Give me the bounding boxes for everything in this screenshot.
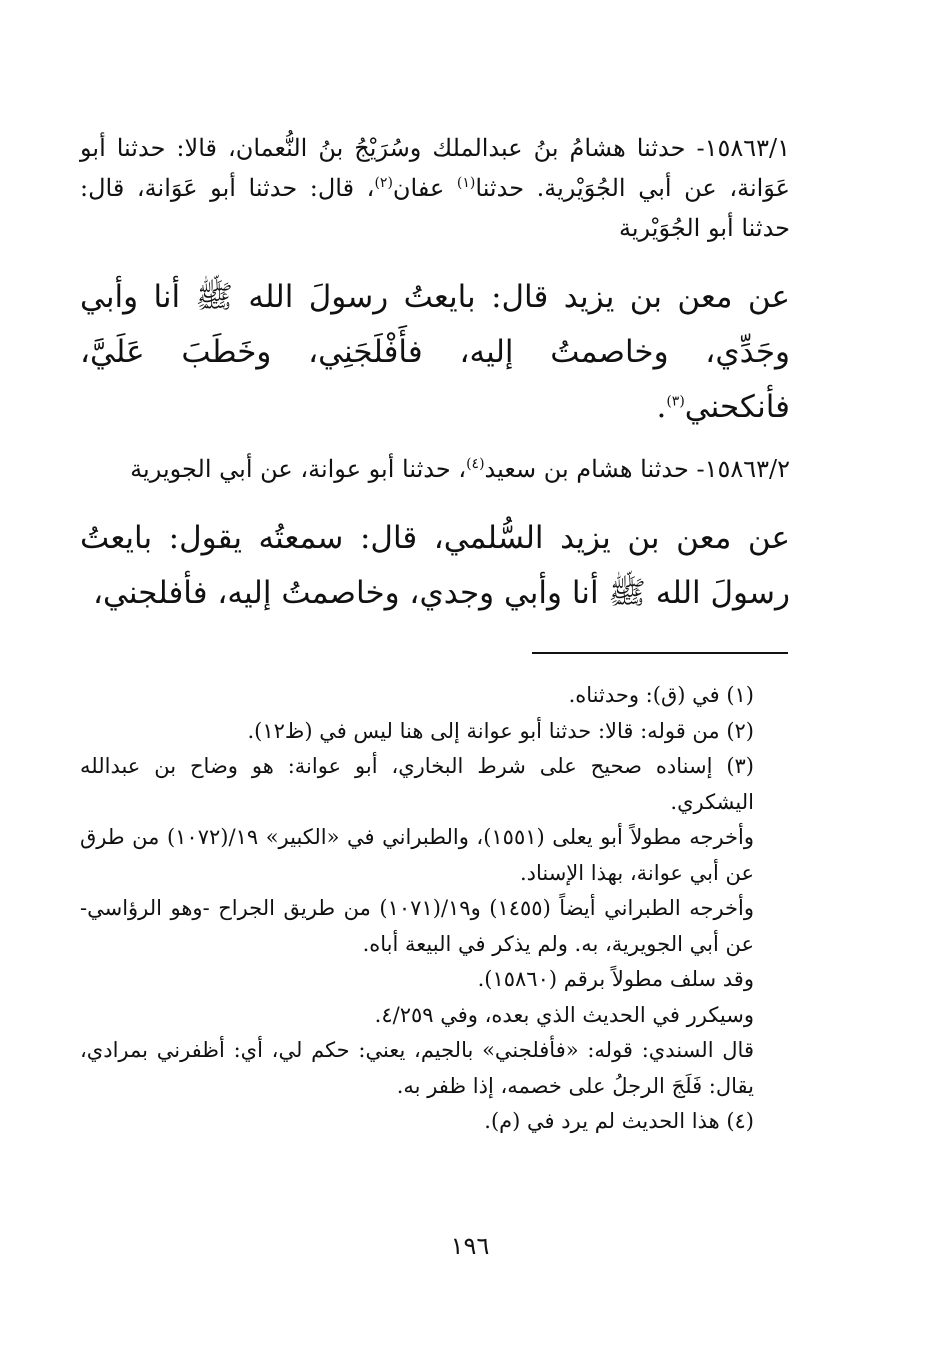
footnote-ref-4: (٤) (466, 456, 485, 472)
footnote-3-cont-c: وقد سلف مطولاً برقم (١٥٨٦٠). (477, 967, 754, 991)
footnote-3: (٣) إسناده صحيح على شرط البخاري، أبو عوانة: هو وضاح بن عبدالله اليشكري. (80, 754, 754, 814)
page-number: ١٩٦ (450, 1232, 490, 1260)
hadith-2-chain: ١٥٨٦٣/٢- حدثنا هشام بن سعيد$^{(٤)}$، حدثنا أبو عوانة، عن أبي الجويرية (130, 455, 790, 483)
footnote-separator (532, 652, 788, 654)
footnote-ref-1: (١) (456, 175, 476, 191)
hadith-2-matn: عن معن بن يزيد السُّلمي، قال: سمعتُه يقول: بايعتُ رسولَ الله ﷺ أنا وأبي وجدي، وخاصمتُ إليه، فأفلجني، (80, 520, 790, 611)
footnote-3-cont-a: وأخرجه مطولاً أبو يعلى (١٥٥١)، والطبراني في «الكبير» ١٩/(١٠٧٢) من طرق عن أبي عوانة، بهذا الإسناد. (80, 825, 755, 885)
hadith-1-matn: عن معن بن يزيد قال: بايعتُ رسولَ الله ﷺ أنا وأبي وجَدِّي، وخاصمتُ إليه، فأَفْلَجَنِي، وخَطَبَ عَلَيَّ، فأنكحني$^{(٣)}$. (80, 279, 790, 425)
footnote-2: (٢) من قوله: قالا: حدثنا أبو عوانة إلى هنا ليس في (ظ١٢). (247, 718, 754, 743)
footnote-3-cont-e: قال السندي: قوله: «فأفلجني» بالجيم، يعني: حكم لي، أي: أظفرني بمرادي، يقال: فَلَجَ الرجلُ على خصمه، إذا ظفر به. (80, 1038, 754, 1098)
hadith-1-chain: ١٥٨٦٣/١- حدثنا هشامُ بنُ عبدالملك وسُرَيْجُ بنُ النُّعمان، قالا: حدثنا أبو عَوَانة، عن أبي الجُوَيْرية. حدثنا$^{(١)}$ عفان$^{(٢)}$، قال: حدثنا أبو عَوَانة، قال: حدثنا أبو الجُوَيْرية (80, 134, 791, 242)
main-text (80, 128, 790, 621)
footnote-3-cont-b: وأخرجه الطبراني أيضاً (١٤٥٥) و١٩/(١٠٧١) من طريق الجراح -وهو الرؤاسي- عن أبي الجويرية، به. ولم يذكر في البيعة أباه. (80, 896, 754, 956)
footnote-4: (٤) هذا الحديث لم يرد في (م). (484, 1109, 754, 1133)
footnotes (80, 678, 790, 1140)
footnote-1: (١) في (ق): وحدثناه. (568, 683, 754, 707)
footnote-ref-2: (٢) (374, 175, 393, 191)
footnote-3-cont-d: وسيكرر في الحديث الذي بعده، وفي ٤/٢٥٩. (374, 1002, 754, 1027)
footnote-ref-3: (٣) (666, 393, 685, 410)
